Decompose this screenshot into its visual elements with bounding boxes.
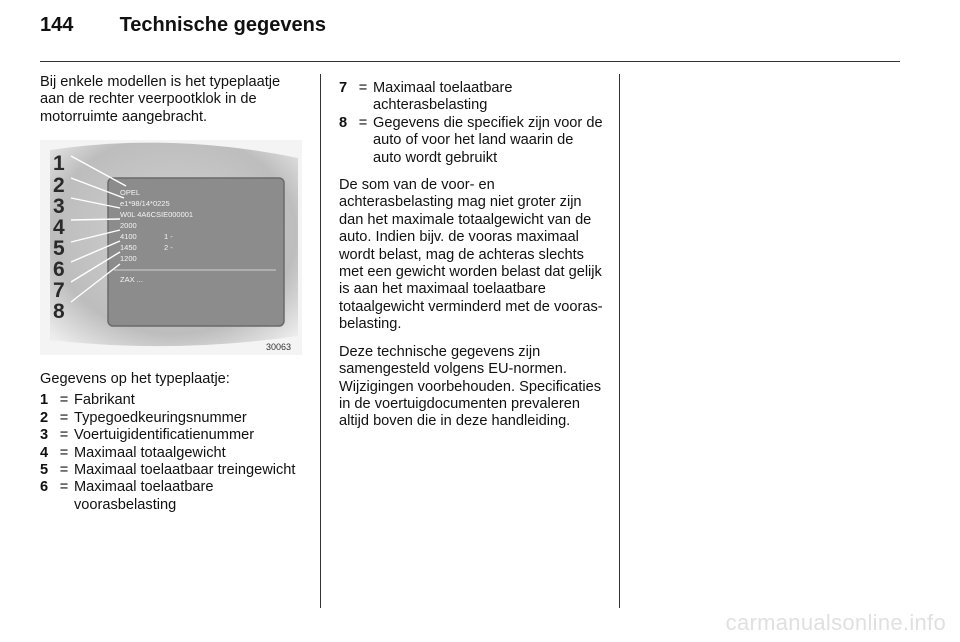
column-divider-right (619, 74, 620, 608)
plate-line: 1450 (120, 243, 137, 252)
type-plate-illustration (40, 140, 302, 355)
list-item: 2 = Typegoedkeuringsnummer (40, 409, 247, 426)
plate-line: 1 - (164, 232, 173, 241)
list-item: 4 = Maximaal totaalgewicht (40, 444, 226, 461)
plate-line: 2 - (164, 243, 173, 252)
list-item: 1 = Fabrikant (40, 392, 135, 409)
plate-line: ZAX ... (120, 275, 143, 284)
column-divider-left (320, 74, 321, 608)
callout-7: 7 (53, 279, 65, 302)
plate-line: OPEL (120, 188, 141, 197)
intro-paragraph: Bij enkele modellen is het typeplaatje aan de rechter veerpootklok in de motorruimte aangebracht. (40, 74, 281, 125)
legend-list-left (40, 392, 304, 514)
plate-line: 2000 (120, 221, 137, 230)
legend-list-right (339, 80, 603, 167)
type-plate-figure (40, 140, 302, 355)
list-item: 7 = Maximaal toelaatbare achterasbelasting (339, 80, 513, 114)
list-item: 5 = Maximaal toelaatbaar treingewicht (40, 462, 296, 479)
plate-line: e1*98/14*0225 (120, 199, 170, 208)
eu-norms-paragraph: Deze technische gegevens zijn samengesteld volgens EU-normen. Wijzigingen voorbehouden. Specificaties in de voertuigdocumenten prevaleren altijd boven die in deze handleiding. (339, 343, 602, 430)
axle-load-paragraph: De som van de voor- en achterasbelasting mag niet groter zijn dan het maximale totaalgewicht van de auto. Indien bijv. de vooras maximaal wordt belast, mag de achteras slechts met een gewicht worden belast dat gelijk is aan het maximaal toelaatbare totaalgewicht verminderd met de vooras- belasting. (339, 177, 603, 333)
left-column (40, 74, 304, 136)
watermark: carmanualsonline.info (725, 610, 946, 635)
header-rule (40, 61, 900, 62)
list-item: 6 = Maximaal toelaatbare voorasbelasting (40, 479, 214, 513)
plate-line: W0L 4A6CSIE000001 (120, 210, 194, 219)
page-number: 144 (40, 14, 74, 36)
callout-2: 2 (53, 174, 65, 197)
right-column (339, 80, 603, 441)
page-header (40, 14, 326, 37)
plate-line: 4100 (120, 232, 137, 241)
callout-3: 3 (53, 195, 65, 218)
list-item: 8 = Gegevens die specifiek zijn voor de auto of voor het land waarin de auto wordt gebruikt (339, 114, 603, 166)
callout-5: 5 (53, 237, 65, 260)
page-title: Technische gegevens (119, 14, 326, 36)
plate-line: 1200 (120, 254, 137, 263)
callout-6: 6 (53, 258, 65, 281)
list-item: 3 = Voertuigidentificatienummer (40, 427, 255, 444)
callout-1: 1 (53, 152, 65, 175)
left-list-section (40, 371, 304, 524)
list-heading: Gegevens op het typeplaatje: (40, 371, 230, 387)
figure-id: 30063 (266, 342, 292, 352)
callout-8: 8 (53, 300, 65, 323)
callout-4: 4 (53, 216, 65, 239)
